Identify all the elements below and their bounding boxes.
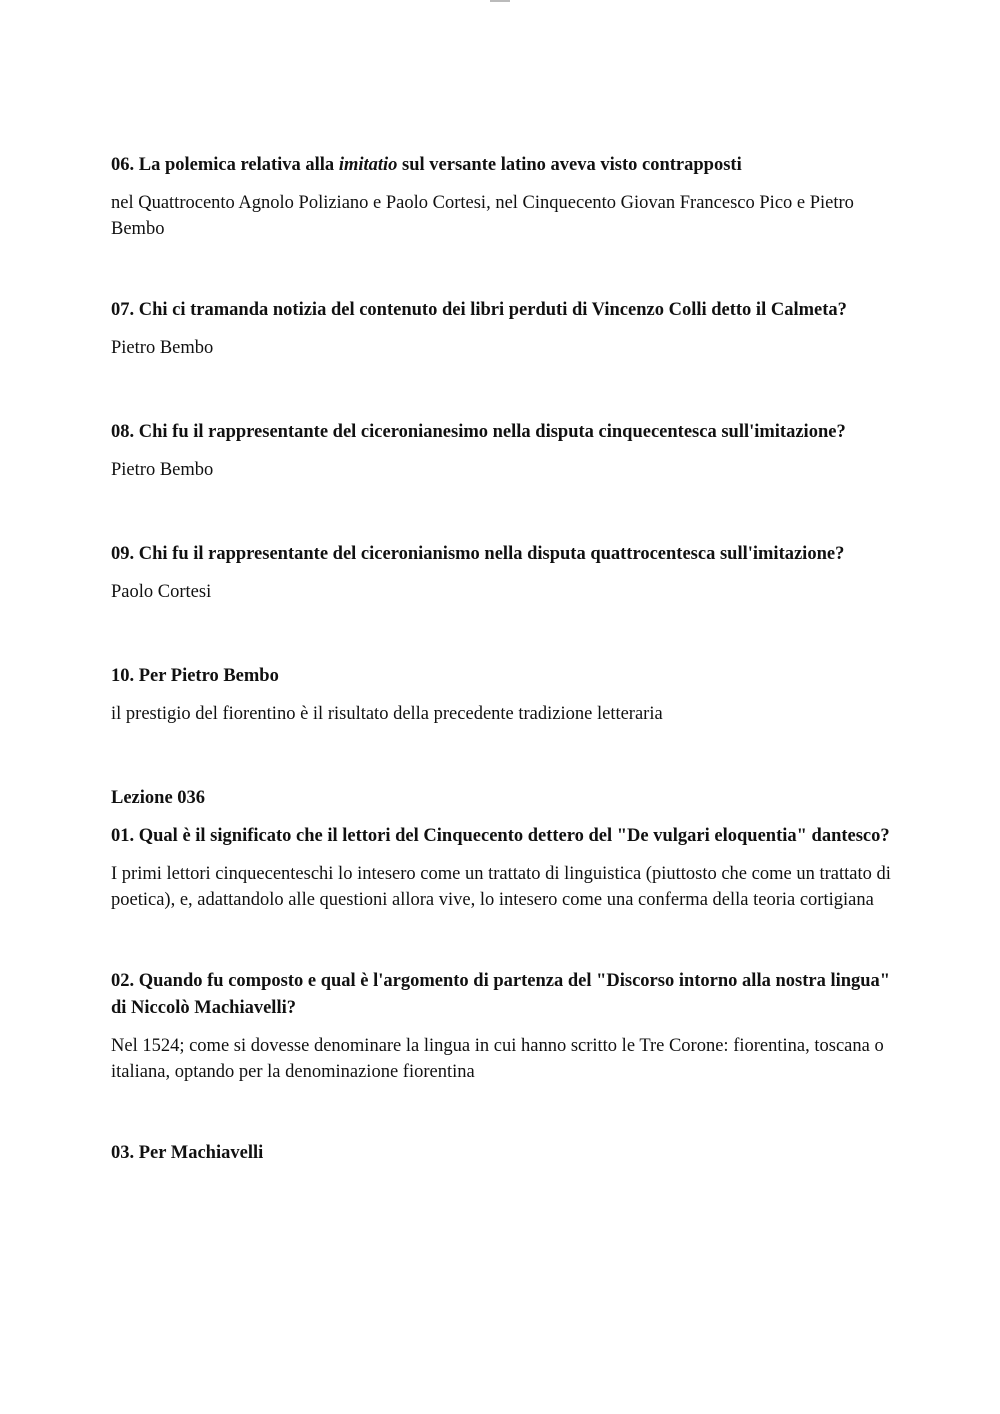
qa-item-03 xyxy=(111,1140,891,1167)
answer-02: Nel 1524; come si dovesse denominare la lingua in cui hanno scritto le Tre Corone: fiorentina, toscana o italiana, optando per la denominazione fiorentina xyxy=(111,1036,884,1082)
qa-item-01 xyxy=(111,823,891,913)
answer-08: Pietro Bembo xyxy=(111,460,214,480)
question-06-text-end: sul versante latino aveva visto contrapposti xyxy=(397,155,742,175)
question-09: 09. Chi fu il rappresentante del ciceronianismo nella disputa quattrocentesca sull'imitazione? xyxy=(111,544,845,564)
header-mark xyxy=(490,0,510,2)
qa-item-07 xyxy=(111,297,891,361)
qa-item-08 xyxy=(111,419,891,483)
qa-item-02 xyxy=(111,968,891,1085)
answer-07: Pietro Bembo xyxy=(111,338,214,358)
qa-item-06 xyxy=(111,152,891,242)
lesson-title: Lezione 036 xyxy=(111,788,206,808)
question-10: 10. Per Pietro Bembo xyxy=(111,666,279,686)
question-06-text-start: 06. La polemica relativa alla xyxy=(111,155,339,175)
question-08: 08. Chi fu il rappresentante del ciceronianesimo nella disputa cinquecentesca sull'imitazione? xyxy=(111,422,846,442)
qa-item-09 xyxy=(111,541,891,605)
answer-06: nel Quattrocento Agnolo Poliziano e Paolo Cortesi, nel Cinquecento Giovan Francesco Pico e Pietro Bembo xyxy=(111,193,854,239)
answer-01: I primi lettori cinquecenteschi lo intesero come un trattato di linguistica (piuttosto che come un trattato di poetica), e, adattandolo alle questioni allora vive, lo intesero come una conferma della teoria cortigiana xyxy=(111,864,891,910)
question-06 xyxy=(111,152,891,179)
answer-10: il prestigio del fiorentino è il risultato della precedente tradizione letteraria xyxy=(111,704,663,724)
answer-09: Paolo Cortesi xyxy=(111,582,212,602)
document-content xyxy=(111,152,891,1178)
question-06-italic-term: imitatio xyxy=(338,155,398,175)
question-07: 07. Chi ci tramanda notizia del contenuto dei libri perduti di Vincenzo Colli detto il Calmeta? xyxy=(111,300,847,320)
qa-item-10 xyxy=(111,663,891,727)
question-03: 03. Per Machiavelli xyxy=(111,1143,264,1163)
question-01: 01. Qual è il significato che il lettori del Cinquecento dettero del "De vulgari eloquentia" dantesco? xyxy=(111,826,890,846)
question-02: 02. Quando fu composto e qual è l'argomento di partenza del "Discorso intorno alla nostra lingua" di Niccolò Machiavelli? xyxy=(111,971,891,1018)
